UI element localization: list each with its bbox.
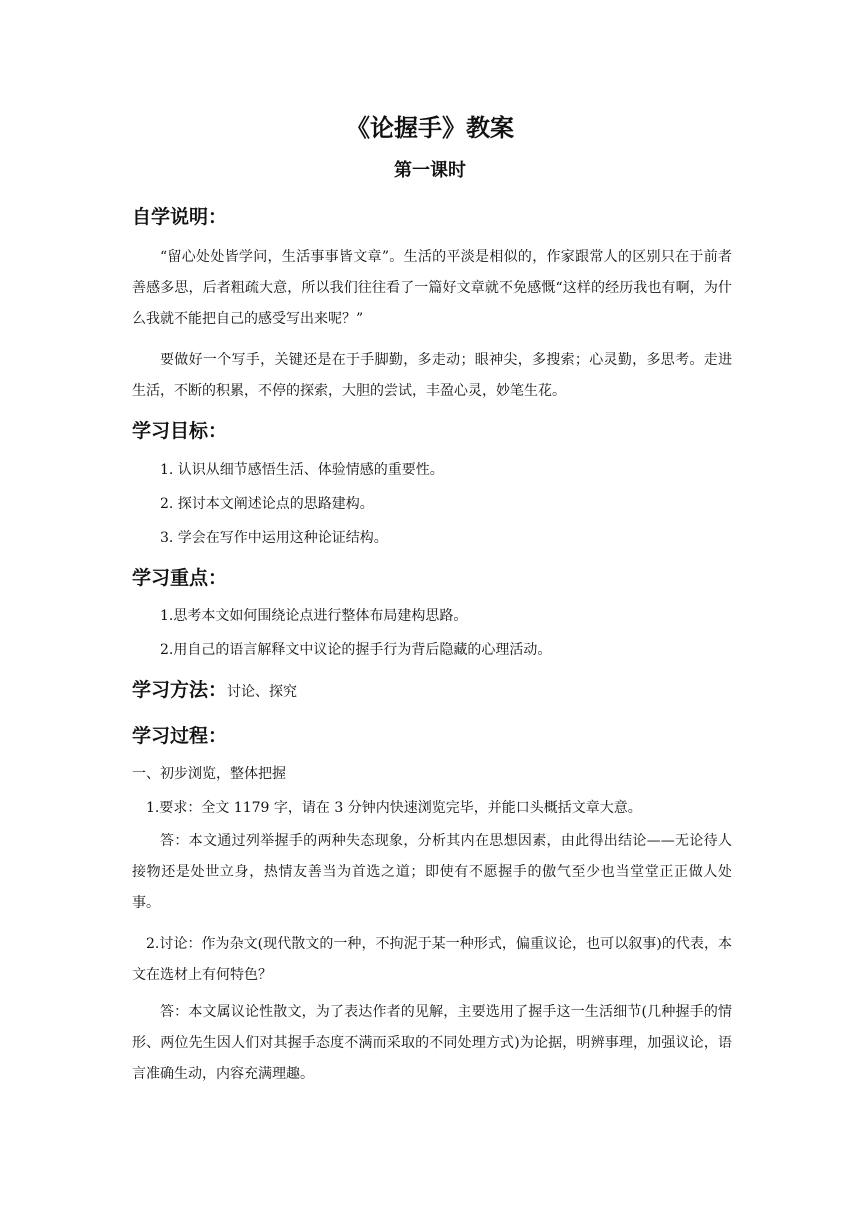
lesson-subtitle: 第一课时 <box>394 160 466 181</box>
goal-item-1: 1. 认识从细节感悟生活、体验情感的重要性。 <box>160 462 444 478</box>
process-heading: 学习过程： <box>132 725 228 747</box>
goal-item-3: 3. 学会在写作中运用这种论证结构。 <box>160 530 388 546</box>
document-title: 《论握手》教案 <box>346 114 514 142</box>
key-point-item-1: 1.思考本文如何围绕论点进行整体布局建构思路。 <box>160 608 468 624</box>
self-study-paragraph-1: “留心处处皆学问，生活事事皆文章”。生活的平淡是相似的，作家跟常人的区别只在于前者善感多思，后者粗疏大意，所以我们往往看了一篇好文章就不免感慨“这样的经历我也有啊，为什么我就不能把自己的感受写出来呢？” <box>132 249 732 327</box>
process-question-1: 1.要求：全文 1179 字，请在 3 分钟内快速浏览完毕，并能口头概括文章大意。 <box>146 800 642 816</box>
process-question-2: 2.讨论：作为杂文(现代散文的一种，不拘泥于某一种形式，偏重议论，也可以叙事)的代表，本文在选材上有何特色？ <box>132 936 732 983</box>
method-label: 学习方法： <box>132 679 228 701</box>
goal-item-2: 2. 探讨本文阐述论点的思路建构。 <box>160 496 374 512</box>
method-heading <box>132 676 297 706</box>
goals-heading: 学习目标： <box>132 420 228 442</box>
self-study-paragraph-2: 要做好一个写手，关键还是在于手脚勤，多走动；眼神尖，多搜索；心灵勤，多思考。走进生活，不断的积累，不停的探索，大胆的尝试，丰盈心灵，妙笔生花。 <box>132 352 732 399</box>
process-answer-2: 答：本文属议论性散文，为了表达作者的见解，主要选用了握手这一生活细节(几种握手的情形、两位先生因人们对其握手态度不满而采取的不同处理方式)为论据，明辨事理，加强议论，语言准确生动，内容充满理趣。 <box>132 1004 732 1082</box>
process-answer-1: 答：本文通过列举握手的两种失态现象，分析其内在思想因素，由此得出结论——无论待人接物还是处世立身，热情友善当为首选之道；即使有不愿握手的傲气至少也当堂堂正正做人处事。 <box>132 833 732 911</box>
self-study-heading: 自学说明： <box>132 206 228 228</box>
method-value: 讨论、探究 <box>227 684 298 700</box>
process-section-1: 一、初步浏览，整体把握 <box>132 766 286 782</box>
key-points-heading: 学习重点： <box>132 567 228 589</box>
key-point-item-2: 2.用自己的语言解释文中议论的握手行为背后隐藏的心理活动。 <box>160 642 552 658</box>
